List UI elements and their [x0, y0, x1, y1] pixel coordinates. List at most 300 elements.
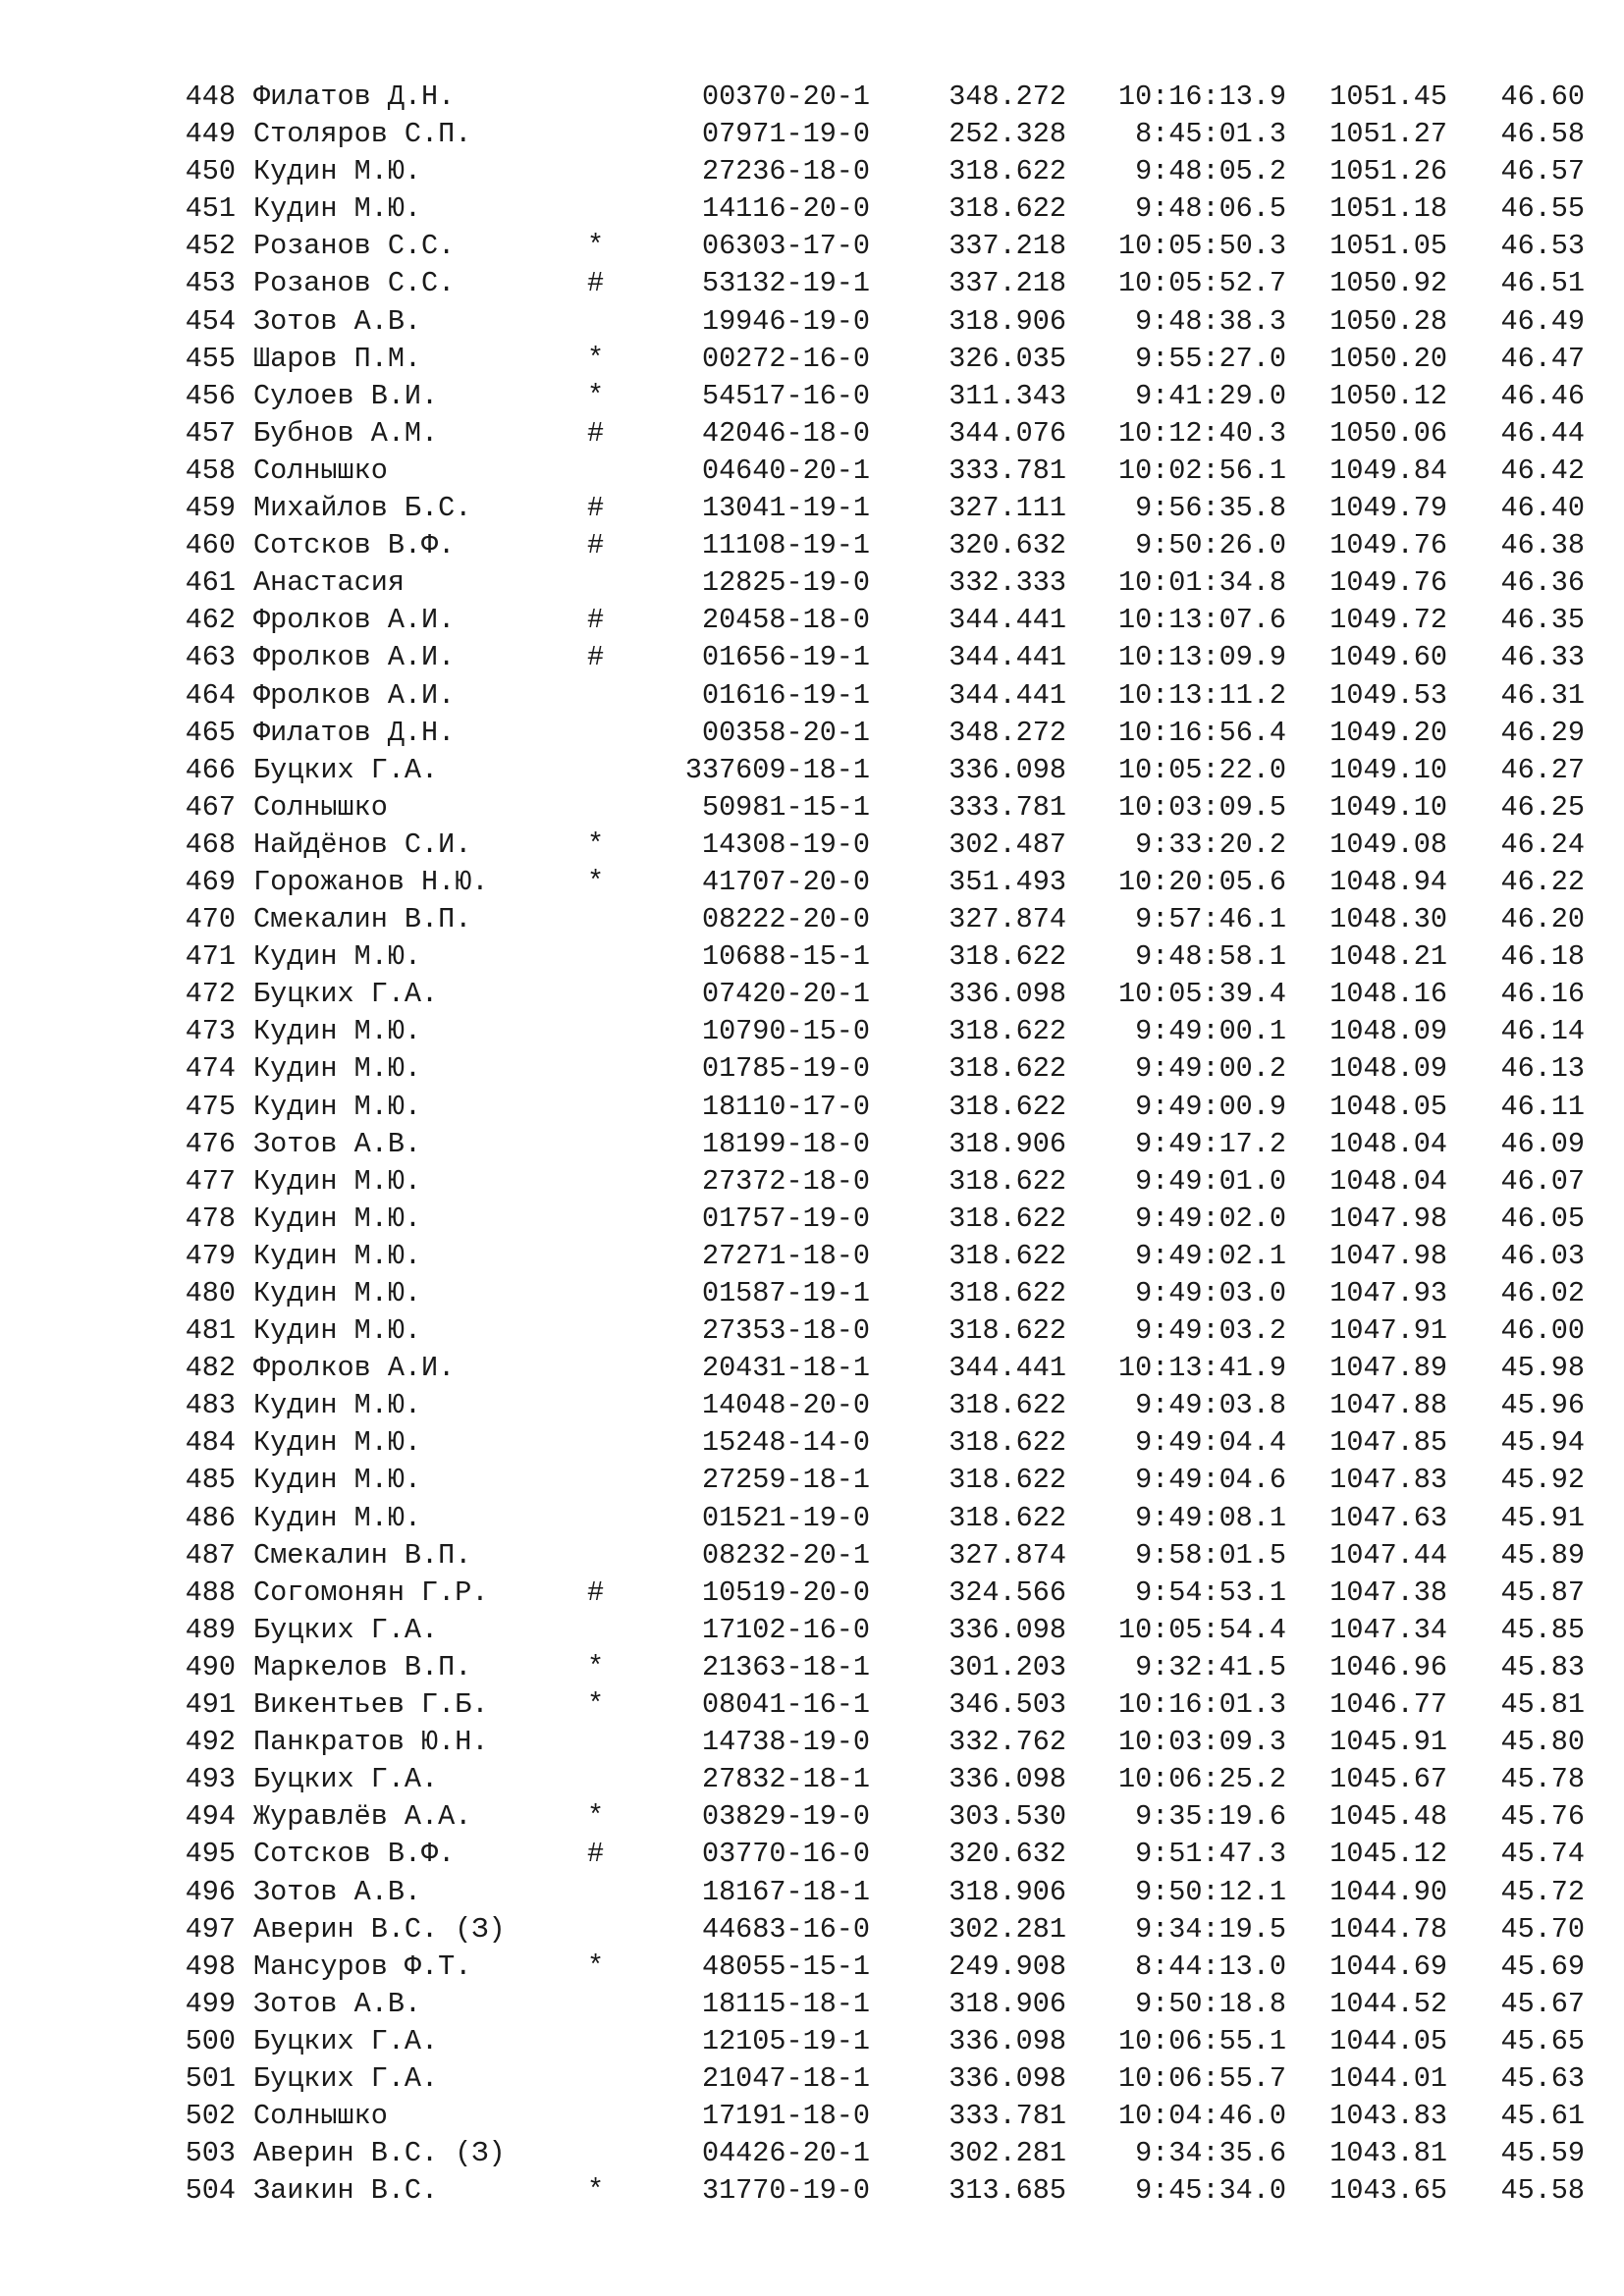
distance-cell: 336.098: [948, 2061, 1066, 2095]
speed-cell: 1049.10: [1329, 790, 1447, 824]
mark-cell: *: [587, 865, 605, 898]
speed-cell: 1044.52: [1329, 1987, 1447, 2020]
coefficient-cell: 45.78: [1500, 1763, 1585, 1796]
fancier-name-cell: Столяров С.П.: [253, 118, 472, 151]
arrival-time-cell: 10:03:09.3: [1117, 1726, 1286, 1759]
fancier-name-cell: Анастасия: [253, 566, 405, 600]
ring-number-cell: 03829-19-0: [701, 1800, 870, 1834]
fancier-name-cell: Бубнов А.М.: [253, 416, 439, 450]
arrival-time-cell: 9:48:05.2: [1135, 155, 1286, 188]
speed-cell: 1050.20: [1329, 342, 1447, 375]
position-cell: 465: [185, 716, 236, 749]
arrival-time-cell: 9:35:19.6: [1135, 1800, 1286, 1834]
ring-number-cell: 01587-19-1: [701, 1277, 870, 1309]
ring-number-cell: 08041-16-1: [701, 1688, 870, 1722]
fancier-name-cell: Заикин В.С.: [253, 2174, 439, 2208]
fancier-name-cell: Кудин М.Ю.: [253, 1015, 422, 1048]
speed-cell: 1048.16: [1329, 978, 1447, 1011]
arrival-time-cell: 10:05:22.0: [1117, 753, 1286, 786]
speed-cell: 1045.12: [1329, 1838, 1447, 1871]
table-row: [0, 1126, 1624, 1163]
ring-number-cell: 14308-19-0: [701, 828, 870, 861]
distance-cell: 318.622: [948, 155, 1066, 188]
position-cell: 469: [185, 865, 236, 898]
distance-cell: 326.035: [948, 342, 1066, 375]
arrival-time-cell: 9:49:02.0: [1135, 1201, 1286, 1235]
mark-cell: #: [587, 1575, 605, 1609]
distance-cell: 303.530: [948, 1800, 1066, 1834]
speed-cell: 1048.09: [1329, 1052, 1447, 1086]
speed-cell: 1047.93: [1329, 1277, 1447, 1309]
fancier-name-cell: Буцких Г.А.: [253, 2024, 439, 2057]
arrival-time-cell: 9:58:01.5: [1135, 1538, 1286, 1572]
mark-cell: #: [587, 492, 605, 525]
coefficient-cell: 45.72: [1500, 1875, 1585, 1908]
mark-cell: #: [587, 416, 605, 450]
fancier-name-cell: Розанов С.С.: [253, 230, 456, 263]
ring-number-cell: 27372-18-0: [701, 1164, 870, 1198]
ring-number-cell: 01616-19-1: [701, 678, 870, 712]
mark-cell: *: [587, 1688, 605, 1722]
position-cell: 464: [185, 678, 236, 712]
arrival-time-cell: 10:05:54.4: [1117, 1613, 1286, 1646]
coefficient-cell: 46.11: [1500, 1090, 1585, 1123]
fancier-name-cell: Буцких Г.А.: [253, 753, 439, 786]
arrival-time-cell: 10:13:11.2: [1117, 678, 1286, 712]
speed-cell: 1047.63: [1329, 1501, 1447, 1534]
ring-number-cell: 14116-20-0: [701, 192, 870, 226]
distance-cell: 318.906: [948, 304, 1066, 338]
fancier-name-cell: Согомонян Г.Р.: [253, 1575, 489, 1609]
position-cell: 474: [185, 1052, 236, 1086]
position-cell: 485: [185, 1464, 236, 1497]
table-row: [0, 1462, 1624, 1499]
mark-cell: *: [587, 379, 605, 412]
ring-number-cell: 14738-19-0: [701, 1726, 870, 1759]
speed-cell: 1050.92: [1329, 267, 1447, 300]
coefficient-cell: 45.70: [1500, 1912, 1585, 1946]
ring-number-cell: 27353-18-0: [701, 1314, 870, 1348]
coefficient-cell: 45.94: [1500, 1426, 1585, 1460]
table-row: [0, 901, 1624, 938]
ring-number-cell: 48055-15-1: [701, 1949, 870, 1983]
fancier-name-cell: Солнышко: [253, 790, 388, 824]
ring-number-cell: 17191-18-0: [701, 2100, 870, 2133]
table-row: [0, 490, 1624, 527]
arrival-time-cell: 9:49:00.1: [1135, 1015, 1286, 1048]
table-row: [0, 1686, 1624, 1724]
coefficient-cell: 46.40: [1500, 492, 1585, 525]
arrival-time-cell: 10:04:46.0: [1117, 2100, 1286, 2133]
arrival-time-cell: 9:56:35.8: [1135, 492, 1286, 525]
arrival-time-cell: 9:49:01.0: [1135, 1164, 1286, 1198]
fancier-name-cell: Аверин В.С. (З): [253, 1912, 506, 1946]
distance-cell: 302.281: [948, 1912, 1066, 1946]
speed-cell: 1047.88: [1329, 1389, 1447, 1422]
coefficient-cell: 46.33: [1500, 641, 1585, 674]
ring-number-cell: 19946-19-0: [701, 304, 870, 338]
distance-cell: 336.098: [948, 2024, 1066, 2057]
speed-cell: 1044.69: [1329, 1949, 1447, 1983]
table-row: [0, 752, 1624, 789]
coefficient-cell: 46.09: [1500, 1127, 1585, 1160]
distance-cell: 318.622: [948, 1239, 1066, 1272]
coefficient-cell: 46.46: [1500, 379, 1585, 412]
fancier-name-cell: Журавлёв А.А.: [253, 1800, 472, 1834]
ring-number-cell: 08232-20-1: [701, 1538, 870, 1572]
mark-cell: *: [587, 1800, 605, 1834]
ring-number-cell: 53132-19-1: [701, 267, 870, 300]
speed-cell: 1045.67: [1329, 1763, 1447, 1796]
position-cell: 450: [185, 155, 236, 188]
table-row: [0, 1089, 1624, 1126]
position-cell: 488: [185, 1575, 236, 1609]
speed-cell: 1049.53: [1329, 678, 1447, 712]
speed-cell: 1048.04: [1329, 1164, 1447, 1198]
speed-cell: 1044.78: [1329, 1912, 1447, 1946]
arrival-time-cell: 9:55:27.0: [1135, 342, 1286, 375]
speed-cell: 1044.90: [1329, 1875, 1447, 1908]
arrival-time-cell: 9:49:00.9: [1135, 1090, 1286, 1123]
position-cell: 492: [185, 1726, 236, 1759]
arrival-time-cell: 9:49:03.8: [1135, 1389, 1286, 1422]
arrival-time-cell: 10:02:56.1: [1117, 454, 1286, 487]
mark-cell: *: [587, 2174, 605, 2208]
fancier-name-cell: Фролков А.И.: [253, 604, 456, 637]
arrival-time-cell: 9:48:58.1: [1135, 940, 1286, 974]
fancier-name-cell: Буцких Г.А.: [253, 2061, 439, 2095]
fancier-name-cell: Найдёнов С.И.: [253, 828, 472, 861]
distance-cell: 318.622: [948, 1201, 1066, 1235]
fancier-name-cell: Кудин М.Ю.: [253, 940, 422, 974]
speed-cell: 1049.76: [1329, 529, 1447, 562]
distance-cell: 332.333: [948, 566, 1066, 600]
coefficient-cell: 46.13: [1500, 1052, 1585, 1086]
mark-cell: #: [587, 267, 605, 300]
ring-number-cell: 42046-18-0: [701, 416, 870, 450]
arrival-time-cell: 10:13:07.6: [1117, 604, 1286, 637]
coefficient-cell: 45.87: [1500, 1575, 1585, 1609]
fancier-name-cell: Мансуров Ф.Т.: [253, 1949, 472, 1983]
distance-cell: 336.098: [948, 1613, 1066, 1646]
table-row: [0, 1163, 1624, 1201]
arrival-time-cell: 8:44:13.0: [1135, 1949, 1286, 1983]
ring-number-cell: 12825-19-0: [701, 566, 870, 600]
fancier-name-cell: Фролков А.И.: [253, 641, 456, 674]
fancier-name-cell: Кудин М.Ю.: [253, 1464, 422, 1497]
table-row: [0, 1537, 1624, 1575]
table-row: [0, 1312, 1624, 1350]
coefficient-cell: 46.49: [1500, 304, 1585, 338]
distance-cell: 344.076: [948, 416, 1066, 450]
coefficient-cell: 45.89: [1500, 1538, 1585, 1572]
distance-cell: 333.781: [948, 790, 1066, 824]
arrival-time-cell: 10:13:41.9: [1117, 1352, 1286, 1385]
coefficient-cell: 45.67: [1500, 1987, 1585, 2020]
coefficient-cell: 46.29: [1500, 716, 1585, 749]
ring-number-cell: 01521-19-0: [701, 1501, 870, 1534]
table-row: [0, 2023, 1624, 2060]
coefficient-cell: 46.16: [1500, 978, 1585, 1011]
arrival-time-cell: 10:16:13.9: [1117, 80, 1286, 113]
speed-cell: 1043.81: [1329, 2137, 1447, 2170]
position-cell: 498: [185, 1949, 236, 1983]
coefficient-cell: 46.00: [1500, 1314, 1585, 1348]
speed-cell: 1043.83: [1329, 2100, 1447, 2133]
arrival-time-cell: 9:45:34.0: [1135, 2174, 1286, 2208]
mark-cell: #: [587, 529, 605, 562]
coefficient-cell: 46.53: [1500, 230, 1585, 263]
coefficient-cell: 45.59: [1500, 2137, 1585, 2170]
distance-cell: 318.622: [948, 1501, 1066, 1534]
speed-cell: 1046.96: [1329, 1650, 1447, 1683]
position-cell: 478: [185, 1201, 236, 1235]
table-row: [0, 228, 1624, 265]
position-cell: 458: [185, 454, 236, 487]
distance-cell: 302.281: [948, 2137, 1066, 2170]
fancier-name-cell: Шаров П.М.: [253, 342, 422, 375]
distance-cell: 252.328: [948, 118, 1066, 151]
coefficient-cell: 46.07: [1500, 1164, 1585, 1198]
speed-cell: 1050.06: [1329, 416, 1447, 450]
distance-cell: 318.906: [948, 1127, 1066, 1160]
distance-cell: 333.781: [948, 454, 1066, 487]
table-row: [0, 1874, 1624, 1911]
arrival-time-cell: 9:49:03.0: [1135, 1277, 1286, 1309]
distance-cell: 327.874: [948, 1538, 1066, 1572]
fancier-name-cell: Буцких Г.А.: [253, 978, 439, 1011]
mark-cell: *: [587, 1650, 605, 1683]
table-row: [0, 677, 1624, 715]
table-row: [0, 1911, 1624, 1949]
fancier-name-cell: Михайлов Б.С.: [253, 492, 472, 525]
coefficient-cell: 46.02: [1500, 1277, 1585, 1309]
ring-number-cell: 01757-19-0: [701, 1201, 870, 1235]
mark-cell: *: [587, 230, 605, 263]
fancier-name-cell: Фролков А.И.: [253, 1352, 456, 1385]
coefficient-cell: 45.96: [1500, 1389, 1585, 1422]
coefficient-cell: 45.83: [1500, 1650, 1585, 1683]
position-cell: 497: [185, 1912, 236, 1946]
speed-cell: 1049.84: [1329, 454, 1447, 487]
arrival-time-cell: 10:13:09.9: [1117, 641, 1286, 674]
position-cell: 502: [185, 2100, 236, 2133]
position-cell: 496: [185, 1875, 236, 1908]
table-row: [0, 1575, 1624, 1612]
coefficient-cell: 45.98: [1500, 1352, 1585, 1385]
distance-cell: 348.272: [948, 716, 1066, 749]
position-cell: 477: [185, 1164, 236, 1198]
fancier-name-cell: Буцких Г.А.: [253, 1763, 439, 1796]
fancier-name-cell: Зотов А.В.: [253, 1987, 422, 2020]
coefficient-cell: 46.24: [1500, 828, 1585, 861]
ring-number-cell: 27271-18-0: [701, 1239, 870, 1272]
arrival-time-cell: 9:57:46.1: [1135, 903, 1286, 936]
fancier-name-cell: Буцких Г.А.: [253, 1613, 439, 1646]
table-row: [0, 303, 1624, 341]
coefficient-cell: 45.76: [1500, 1800, 1585, 1834]
coefficient-cell: 46.14: [1500, 1015, 1585, 1048]
position-cell: 459: [185, 492, 236, 525]
speed-cell: 1047.85: [1329, 1426, 1447, 1460]
position-cell: 484: [185, 1426, 236, 1460]
table-row: [0, 789, 1624, 827]
fancier-name-cell: Кудин М.Ю.: [253, 1426, 422, 1460]
position-cell: 494: [185, 1800, 236, 1834]
arrival-time-cell: 9:41:29.0: [1135, 379, 1286, 412]
fancier-name-cell: Солнышко: [253, 454, 388, 487]
ring-number-cell: 18110-17-0: [701, 1090, 870, 1123]
position-cell: 462: [185, 604, 236, 637]
coefficient-cell: 46.35: [1500, 604, 1585, 637]
arrival-time-cell: 9:50:18.8: [1135, 1987, 1286, 2020]
arrival-time-cell: 10:16:01.3: [1117, 1688, 1286, 1722]
table-row: [0, 265, 1624, 302]
distance-cell: 348.272: [948, 80, 1066, 113]
fancier-name-cell: Кудин М.Ю.: [253, 155, 422, 188]
position-cell: 463: [185, 641, 236, 674]
speed-cell: 1048.94: [1329, 865, 1447, 898]
coefficient-cell: 46.55: [1500, 192, 1585, 226]
position-cell: 448: [185, 80, 236, 113]
coefficient-cell: 45.63: [1500, 2061, 1585, 2095]
distance-cell: 344.441: [948, 641, 1066, 674]
speed-cell: 1044.05: [1329, 2024, 1447, 2057]
arrival-time-cell: 10:03:09.5: [1117, 790, 1286, 824]
fancier-name-cell: Розанов С.С.: [253, 267, 456, 300]
coefficient-cell: 46.60: [1500, 80, 1585, 113]
coefficient-cell: 46.25: [1500, 790, 1585, 824]
arrival-time-cell: 10:06:55.1: [1117, 2024, 1286, 2057]
fancier-name-cell: Смекалин В.П.: [253, 1538, 472, 1572]
ring-number-cell: 15248-14-0: [701, 1426, 870, 1460]
speed-cell: 1051.18: [1329, 192, 1447, 226]
table-row: [0, 1836, 1624, 1873]
position-cell: 481: [185, 1314, 236, 1348]
arrival-time-cell: 10:06:25.2: [1117, 1763, 1286, 1796]
ring-number-cell: 07971-19-0: [701, 118, 870, 151]
arrival-time-cell: 10:05:39.4: [1117, 978, 1286, 1011]
speed-cell: 1049.72: [1329, 604, 1447, 637]
fancier-name-cell: Кудин М.Ю.: [253, 1052, 422, 1086]
table-row: [0, 564, 1624, 602]
distance-cell: 327.874: [948, 903, 1066, 936]
table-row: [0, 116, 1624, 153]
coefficient-cell: 46.51: [1500, 267, 1585, 300]
arrival-time-cell: 9:50:26.0: [1135, 529, 1286, 562]
ring-number-cell: 01785-19-0: [701, 1052, 870, 1086]
arrival-time-cell: 10:01:34.8: [1117, 566, 1286, 600]
ring-number-cell: 10688-15-1: [701, 940, 870, 974]
distance-cell: 318.622: [948, 1052, 1066, 1086]
ring-number-cell: 13041-19-1: [701, 492, 870, 525]
ring-number-cell: 54517-16-0: [701, 379, 870, 412]
table-row: [0, 1238, 1624, 1275]
fancier-name-cell: Филатов Д.Н.: [253, 80, 456, 113]
ring-number-cell: 03770-16-0: [701, 1838, 870, 1871]
table-row: [0, 153, 1624, 190]
table-row: [0, 378, 1624, 415]
arrival-time-cell: 9:49:04.4: [1135, 1426, 1286, 1460]
fancier-name-cell: Кудин М.Ю.: [253, 1501, 422, 1534]
position-cell: 471: [185, 940, 236, 974]
position-cell: 486: [185, 1501, 236, 1534]
speed-cell: 1047.34: [1329, 1613, 1447, 1646]
distance-cell: 318.622: [948, 1277, 1066, 1309]
position-cell: 501: [185, 2061, 236, 2095]
table-row: [0, 1350, 1624, 1387]
position-cell: 499: [185, 1987, 236, 2020]
speed-cell: 1049.20: [1329, 716, 1447, 749]
ring-number-cell: 50981-15-1: [701, 790, 870, 824]
ring-number-cell: 07420-20-1: [701, 978, 870, 1011]
distance-cell: 318.622: [948, 940, 1066, 974]
arrival-time-cell: 9:49:04.6: [1135, 1464, 1286, 1497]
coefficient-cell: 46.05: [1500, 1201, 1585, 1235]
speed-cell: 1048.30: [1329, 903, 1447, 936]
table-row: [0, 1761, 1624, 1798]
arrival-time-cell: 9:49:00.2: [1135, 1052, 1286, 1086]
table-row: [0, 2098, 1624, 2135]
position-cell: 454: [185, 304, 236, 338]
fancier-name-cell: Филатов Д.Н.: [253, 716, 456, 749]
mark-cell: *: [587, 828, 605, 861]
distance-cell: 351.493: [948, 865, 1066, 898]
ring-number-cell: 10519-20-0: [701, 1575, 870, 1609]
table-row: [0, 341, 1624, 378]
ring-number-cell: 18115-18-1: [701, 1987, 870, 2020]
ring-number-cell: 01656-19-1: [701, 641, 870, 674]
results-table: [0, 79, 1624, 2210]
ring-number-cell: 08222-20-0: [701, 903, 870, 936]
position-cell: 460: [185, 529, 236, 562]
distance-cell: 333.781: [948, 2100, 1066, 2133]
speed-cell: 1049.10: [1329, 753, 1447, 786]
speed-cell: 1047.98: [1329, 1239, 1447, 1272]
table-row: [0, 1424, 1624, 1462]
table-row: [0, 2135, 1624, 2172]
distance-cell: 311.343: [948, 379, 1066, 412]
distance-cell: 302.487: [948, 828, 1066, 861]
table-row: [0, 1275, 1624, 1312]
ring-number-cell: 10790-15-0: [701, 1015, 870, 1048]
distance-cell: 318.622: [948, 1015, 1066, 1048]
fancier-name-cell: Зотов А.В.: [253, 1875, 422, 1908]
position-cell: 470: [185, 903, 236, 936]
speed-cell: 1051.26: [1329, 155, 1447, 188]
distance-cell: 327.111: [948, 492, 1066, 525]
position-cell: 468: [185, 828, 236, 861]
coefficient-cell: 46.44: [1500, 416, 1585, 450]
speed-cell: 1048.05: [1329, 1090, 1447, 1123]
speed-cell: 1047.44: [1329, 1538, 1447, 1572]
coefficient-cell: 45.92: [1500, 1464, 1585, 1497]
table-row: [0, 1649, 1624, 1686]
position-cell: 473: [185, 1015, 236, 1048]
fancier-name-cell: Кудин М.Ю.: [253, 192, 422, 226]
mark-cell: #: [587, 1838, 605, 1871]
table-row: [0, 190, 1624, 228]
coefficient-cell: 46.22: [1500, 865, 1585, 898]
speed-cell: 1049.08: [1329, 828, 1447, 861]
arrival-time-cell: 10:16:56.4: [1117, 716, 1286, 749]
position-cell: 479: [185, 1239, 236, 1272]
table-row: [0, 1724, 1624, 1761]
fancier-name-cell: Аверин В.С. (З): [253, 2137, 506, 2170]
distance-cell: 318.622: [948, 1314, 1066, 1348]
coefficient-cell: 46.20: [1500, 903, 1585, 936]
position-cell: 483: [185, 1389, 236, 1422]
